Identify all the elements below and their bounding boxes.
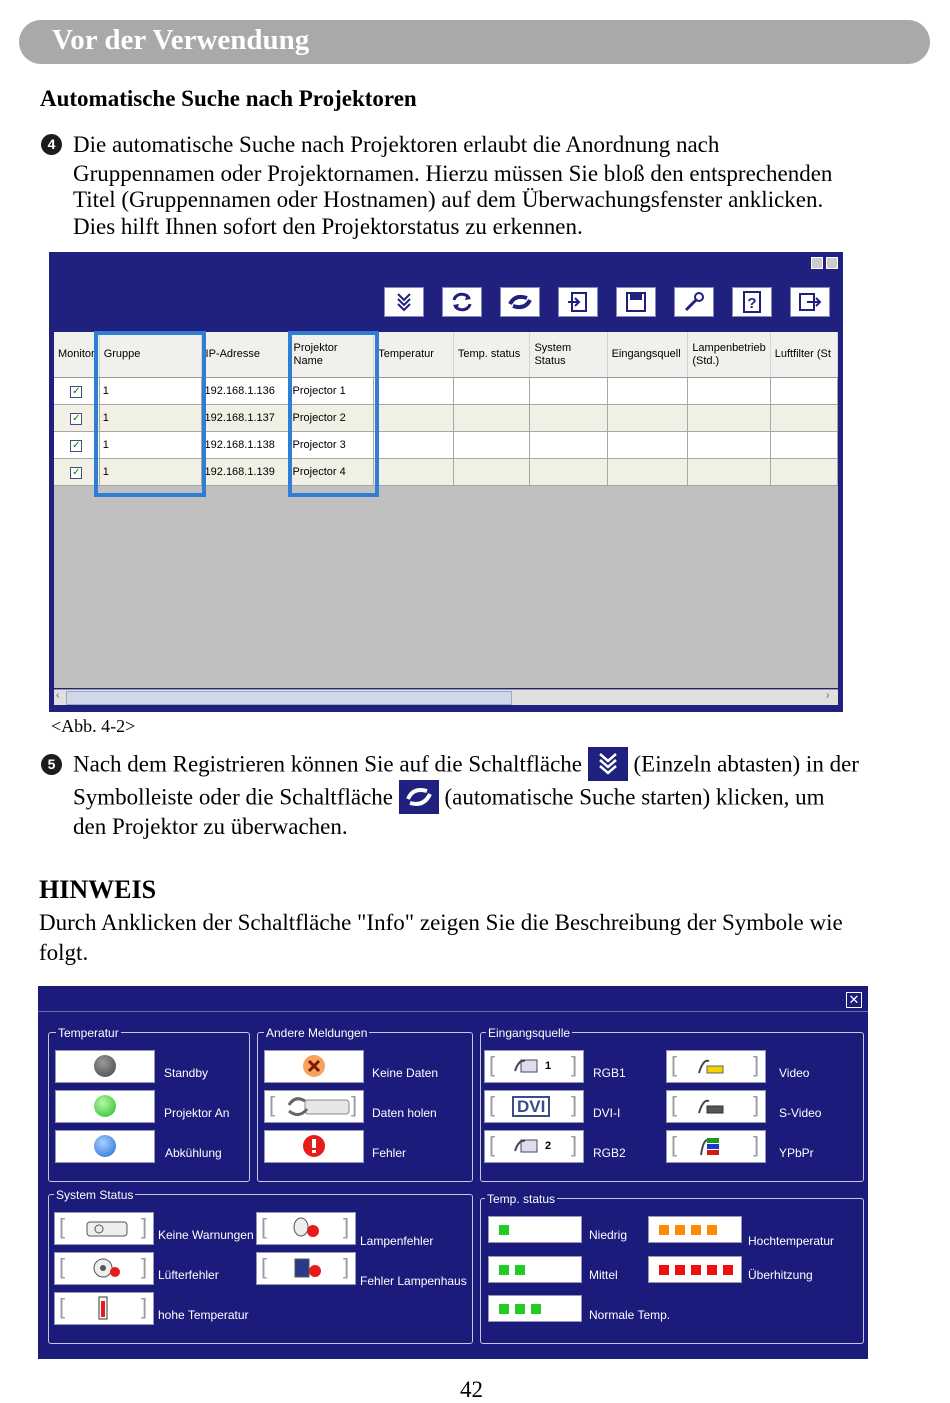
name-column-highlight xyxy=(288,331,379,497)
temperatur-item-label: Projektor An xyxy=(164,1106,230,1120)
s-video-icon-box: [ ] xyxy=(666,1090,766,1123)
settings-button[interactable] xyxy=(674,287,714,317)
step-5-line-3: den Projektor zu überwachen. xyxy=(73,814,348,839)
rgb2-icon-box: [ ] 2 xyxy=(484,1130,584,1163)
eingang-item-label: S-Video xyxy=(779,1106,822,1120)
fehler-lampenhaus-icon-box: [ ] xyxy=(256,1252,356,1285)
auto-search-button[interactable] xyxy=(500,287,540,317)
scan-individual-inline-icon xyxy=(588,747,628,781)
temp-status-label: Temp. status xyxy=(487,1192,556,1206)
temp-segment xyxy=(675,1225,685,1235)
high-temperature-icon xyxy=(55,1293,153,1324)
temp-segment xyxy=(515,1304,525,1314)
temp-bar-low xyxy=(488,1216,582,1243)
step-4-line: Gruppennamen oder Projektornamen. Hierzu müssen Sie bloß den entsprechenden xyxy=(73,161,833,186)
exit-icon xyxy=(791,288,829,316)
step-5-text: Symbolleiste oder die Schaltfläche xyxy=(73,784,393,810)
group-cell: 1 xyxy=(99,459,201,486)
rgb1-box-number: 1 xyxy=(545,1060,552,1072)
rgb1-input-icon xyxy=(485,1051,583,1082)
scan-individual-button[interactable] xyxy=(384,287,424,317)
eingang-item-label: DVI-I xyxy=(593,1106,621,1120)
system-item-label: Fehler Lampenhaus xyxy=(360,1274,467,1288)
andere-meldungen-label: Andere Meldungen xyxy=(266,1026,368,1040)
temperatur-item-label: Standby xyxy=(164,1066,209,1080)
system-status-label: System Status xyxy=(56,1188,134,1202)
temp-item-label: Mittel xyxy=(589,1268,618,1282)
column-header-eingangsquell[interactable]: Eingangsquell xyxy=(607,332,688,378)
temp-segment xyxy=(723,1265,733,1275)
title-divider xyxy=(38,1011,868,1012)
temp-segment xyxy=(691,1225,701,1235)
andere-item-label: Keine Daten xyxy=(372,1066,439,1080)
abkuehlung-icon-box xyxy=(55,1130,155,1163)
lamp-cover-error-icon xyxy=(257,1253,355,1284)
temp-item-label: Hochtemperatur xyxy=(748,1234,835,1248)
keine-warnungen-icon-box: [ ] xyxy=(54,1212,154,1245)
name-cell: Projector 1 xyxy=(289,378,374,405)
note-line-2: folgt. xyxy=(39,940,89,965)
standby-icon-box xyxy=(55,1050,155,1083)
column-header-temp-status[interactable]: Temp. status xyxy=(453,332,530,378)
eingang-item-label: YPbPr xyxy=(779,1146,814,1160)
column-header-system-status[interactable]: System Status xyxy=(530,332,607,378)
ip-cell: 192.168.1.136 xyxy=(201,378,289,405)
temp-segment xyxy=(707,1265,717,1275)
temp-bar-normal xyxy=(488,1295,582,1322)
section-title: Automatische Suche nach Projektoren xyxy=(40,86,417,111)
note-title: HINWEIS xyxy=(39,875,157,904)
video-icon-box: [ ] xyxy=(666,1050,766,1083)
group-column-highlight xyxy=(94,331,206,497)
eingang-item-label: RGB2 xyxy=(593,1146,626,1160)
column-header-ip[interactable]: IP-Adresse xyxy=(201,332,289,378)
eingangsquelle-label: Eingangsquelle xyxy=(488,1026,571,1040)
refresh-icon xyxy=(443,288,481,316)
column-header-name[interactable]: Projektor Name xyxy=(289,332,374,378)
name-cell: Projector 4 xyxy=(289,459,374,486)
ip-cell: 192.168.1.138 xyxy=(201,432,289,459)
settings-wrench-icon xyxy=(675,288,713,316)
andere-item-label: Daten holen xyxy=(372,1106,437,1120)
system-item-label: Keine Warnungen xyxy=(158,1228,254,1242)
svg-text:?: ? xyxy=(747,295,757,312)
temp-segment xyxy=(499,1225,509,1235)
led-cooling-icon xyxy=(94,1135,116,1157)
temp-segment xyxy=(499,1304,509,1314)
temp-segment xyxy=(515,1265,525,1275)
step-5-text: Nach dem Registrieren können Sie auf die Schaltfläche xyxy=(73,751,583,777)
scroll-left-icon[interactable]: ‹ xyxy=(56,690,60,701)
s-video-input-icon xyxy=(667,1091,765,1122)
led-standby-icon xyxy=(94,1055,116,1077)
temp-segment xyxy=(691,1265,701,1275)
column-header-luftfilter[interactable]: Luftfilter (St xyxy=(770,332,837,378)
temp-segment xyxy=(707,1225,717,1235)
info-window xyxy=(38,986,868,1359)
scan-individual-icon xyxy=(385,288,423,316)
import-icon xyxy=(559,288,597,316)
page-header-title: Vor der Verwendung xyxy=(52,24,310,56)
eingang-item-label: RGB1 xyxy=(593,1066,626,1080)
column-header-monitor[interactable]: Monitor xyxy=(54,332,99,378)
note-line-1: Durch Anklicken der Schaltfläche "Info" zeigen Sie die Beschreibung der Symbole wie xyxy=(39,910,843,935)
ip-cell: 192.168.1.137 xyxy=(201,405,289,432)
dvi-input-icon: DVI xyxy=(512,1096,550,1117)
import-button[interactable] xyxy=(558,287,598,317)
hohe-temperatur-icon-box: [ ] xyxy=(54,1292,154,1325)
step-5-text: (Einzeln abtasten) in der xyxy=(633,751,859,777)
monitor-checkbox[interactable]: ✓ xyxy=(72,385,81,397)
exit-button[interactable] xyxy=(790,287,830,317)
ip-cell: 192.168.1.139 xyxy=(201,459,289,486)
temp-bar-overheat xyxy=(648,1256,742,1283)
andere-item-label: Fehler xyxy=(372,1146,407,1160)
fan-error-icon xyxy=(55,1253,153,1284)
temp-segment xyxy=(675,1265,685,1275)
projektor-an-icon-box xyxy=(55,1090,155,1123)
step-4-line: Dies hilft Ihnen sofort den Projektorstatus zu erkennen. xyxy=(73,214,583,239)
monitor-checkbox[interactable]: ✓ xyxy=(72,412,81,424)
rgb2-input-icon xyxy=(485,1131,583,1162)
group-cell: 1 xyxy=(99,432,201,459)
ypbpr-icon-box: [ ] xyxy=(666,1130,766,1163)
group-cell: 1 xyxy=(99,378,201,405)
column-header-temperatur[interactable]: Temperatur xyxy=(374,332,454,378)
close-icon[interactable]: ✕ xyxy=(846,992,862,1008)
dvi-icon-box: [ ] DVI xyxy=(484,1090,584,1123)
step-4-line: Die automatische Suche nach Projektoren erlaubt die Anordnung nach xyxy=(73,132,720,157)
ypbpr-input-icon xyxy=(667,1131,765,1162)
lampenfehler-icon-box: [ ] xyxy=(256,1212,356,1245)
column-header-lampenbetrieb[interactable]: Lampenbetrieb (Std.) xyxy=(688,332,770,378)
temp-bar-high xyxy=(648,1216,742,1243)
keine-daten-icon-box xyxy=(264,1050,364,1083)
temp-bar-medium xyxy=(488,1256,582,1283)
group-cell: 1 xyxy=(99,405,201,432)
daten-holen-icon-box: [ ] xyxy=(264,1090,364,1123)
auto-search-icon xyxy=(501,288,539,316)
close-icon[interactable] xyxy=(826,257,838,269)
step-5-text: (automatische Suche starten) klicken, um xyxy=(444,784,825,810)
monitor-checkbox[interactable]: ✓ xyxy=(72,439,81,451)
page-number: 42 xyxy=(460,1377,483,1402)
lamp-error-icon xyxy=(257,1213,355,1244)
temperatur-group-label: Temperatur xyxy=(58,1026,119,1040)
system-item-label: Lüfterfehler xyxy=(158,1268,219,1282)
save-icon xyxy=(617,288,655,316)
horizontal-scrollbar[interactable] xyxy=(54,689,838,705)
monitor-checkbox[interactable]: ✓ xyxy=(72,466,81,478)
rgb2-box-number: 2 xyxy=(545,1140,552,1152)
error-icon xyxy=(265,1131,363,1162)
scroll-right-icon[interactable]: › xyxy=(826,690,830,701)
step-4-line: Titel (Gruppennamen oder Hostnamen) auf dem Überwachungsfenster anklicken. xyxy=(73,187,824,212)
step-5-line-1 xyxy=(73,749,859,783)
led-on-icon xyxy=(94,1095,116,1117)
auto-search-inline-icon xyxy=(399,780,439,814)
temp-segment xyxy=(659,1265,669,1275)
fetching-data-icon xyxy=(265,1091,363,1122)
figure-caption: <Abb. 4-2> xyxy=(51,716,136,736)
temp-segment xyxy=(499,1265,509,1275)
eingang-item-label: Video xyxy=(779,1066,810,1080)
temp-item-label: Überhitzung xyxy=(748,1268,813,1282)
step-5-line-2 xyxy=(73,782,825,816)
video-input-icon xyxy=(667,1051,765,1082)
scrollbar-thumb[interactable] xyxy=(66,691,512,705)
temp-segment xyxy=(531,1304,541,1314)
temperatur-item-label: Abkühlung xyxy=(165,1146,222,1160)
temp-item-label: Niedrig xyxy=(589,1228,628,1242)
system-item-label: hohe Temperatur xyxy=(158,1308,249,1322)
refresh-button[interactable] xyxy=(442,287,482,317)
temp-segment xyxy=(659,1225,669,1235)
minimize-icon[interactable] xyxy=(811,257,823,269)
step-4-text xyxy=(73,130,832,241)
luefterfehler-icon-box: [ ] xyxy=(54,1252,154,1285)
temp-item-label: Normale Temp. xyxy=(589,1308,671,1322)
step-5-bullet: 5 xyxy=(41,754,62,775)
name-cell: Projector 3 xyxy=(289,432,374,459)
no-data-icon xyxy=(265,1051,363,1082)
column-header-gruppe[interactable]: Gruppe xyxy=(99,332,201,378)
step-4-bullet: 4 xyxy=(41,134,62,155)
help-icon xyxy=(733,288,771,316)
save-button[interactable] xyxy=(616,287,656,317)
no-warnings-icon xyxy=(55,1213,153,1244)
help-button[interactable] xyxy=(732,287,772,317)
rgb1-icon-box: [ ] 1 xyxy=(484,1050,584,1083)
fehler-icon-box xyxy=(264,1130,364,1163)
name-cell: Projector 2 xyxy=(289,405,374,432)
system-item-label: Lampenfehler xyxy=(360,1234,434,1248)
